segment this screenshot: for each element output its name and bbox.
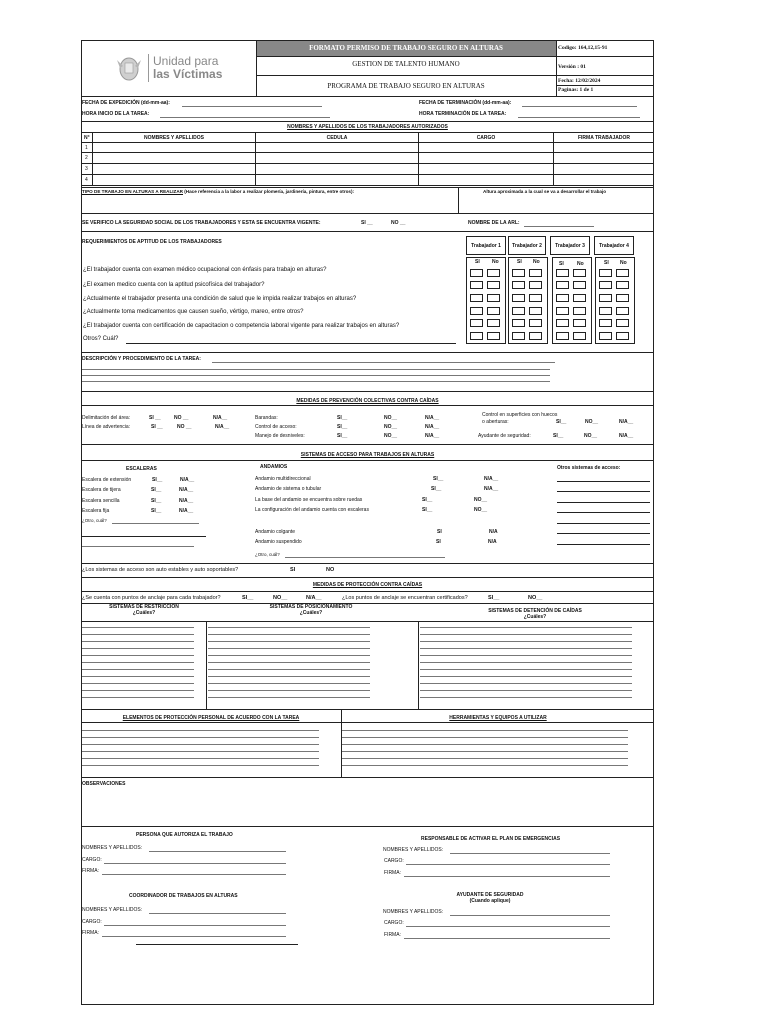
- no-label: No: [492, 259, 499, 265]
- col-header-firma: FIRMA TRABAJADOR: [577, 135, 631, 141]
- worker3-q3-si-checkbox[interactable]: [556, 294, 569, 302]
- worker3-q5-no-checkbox[interactable]: [573, 319, 586, 327]
- emergencias-cargo-field[interactable]: [406, 864, 610, 865]
- worker2-q3-si-checkbox[interactable]: [512, 294, 525, 302]
- autoriza-nombres-field[interactable]: [149, 851, 286, 852]
- andamio-colgante-si[interactable]: SI: [437, 529, 442, 535]
- worker3-q3-no-checkbox[interactable]: [573, 294, 586, 302]
- ayudante-label: Ayudante de seguridad:: [478, 433, 531, 439]
- restriccion-line[interactable]: [82, 690, 194, 691]
- worker3-q6-no-checkbox[interactable]: [573, 332, 586, 340]
- question-4: ¿Actualmente toma medicamentos que causen sueño, vértigo, mareo, entre otros?: [83, 309, 304, 315]
- andamio-tubular-na[interactable]: N/A__: [484, 486, 499, 492]
- coordinador-firma-field[interactable]: [102, 936, 286, 937]
- auto-estables-si[interactable]: SI: [290, 567, 296, 573]
- detencion-title: [470, 608, 600, 620]
- worker2-q5-no-checkbox[interactable]: [529, 319, 542, 327]
- epp-title: ELEMENTOS DE PROTECCIÓN PERSONAL DE ACUERDO CON LA TAREA: [122, 715, 300, 721]
- escalera-extra-line[interactable]: [82, 536, 206, 537]
- epp-line[interactable]: [82, 751, 319, 752]
- escalera-sencilla-si[interactable]: SI__: [151, 498, 162, 504]
- detencion-label: SISTEMAS DE DETENCIÓN DE CAÍDAS: [488, 608, 582, 614]
- document-date: Fecha: 12/02/2024: [558, 78, 601, 84]
- descripcion-line[interactable]: [82, 381, 550, 382]
- workers-section-title: NOMBRES Y APELLIDOS DE LOS TRABAJADORES AUTORIZADOS: [287, 124, 448, 130]
- document-code: Codigo: 164,12,15-91: [558, 45, 608, 51]
- coordinador-title: COORDINADOR DE TRABAJOS EN ALTURAS: [129, 893, 238, 899]
- worker2-q3-no-checkbox[interactable]: [529, 294, 542, 302]
- worker1-q4-si-checkbox[interactable]: [470, 307, 483, 315]
- detencion-line[interactable]: [420, 690, 632, 691]
- table-row: 1: [85, 145, 88, 151]
- descripcion-line[interactable]: [82, 375, 550, 376]
- restriccion-line[interactable]: [82, 662, 194, 663]
- logo: [113, 52, 243, 87]
- restriccion-line[interactable]: [82, 655, 194, 656]
- posicionamiento-line[interactable]: [208, 627, 370, 628]
- andamio-suspendido-si[interactable]: SI: [436, 539, 441, 545]
- andamio-otro-label: ¿Otro, cuál?: [255, 552, 280, 557]
- worker4-q1-si-checkbox[interactable]: [599, 269, 612, 277]
- desniveles-si[interactable]: SI__: [337, 433, 348, 439]
- hora-inicio-field[interactable]: [160, 117, 330, 118]
- worker2-q5-si-checkbox[interactable]: [512, 319, 525, 327]
- posicionamiento-line[interactable]: [208, 655, 370, 656]
- control-acceso-label: Control de acceso:: [255, 424, 297, 430]
- restriccion-line[interactable]: [82, 697, 194, 698]
- huecos-na[interactable]: N/A__: [619, 419, 634, 425]
- prevencion-title: MEDIDAS DE PREVENCIÓN COLECTIVAS CONTRA CAÍDAS: [296, 398, 439, 404]
- barandas-no[interactable]: NO__: [384, 415, 398, 421]
- escalera-extension-label: Escalera de extensión: [82, 477, 132, 483]
- andamio-escaleras-no[interactable]: NO__: [474, 507, 488, 513]
- control-acceso-na[interactable]: N/A__: [425, 424, 440, 430]
- otros-sistemas-title: Otros sistemas de acceso:: [557, 465, 621, 471]
- andamio-ruedas-label: La base del andamio se encuentra sobre ruedas: [255, 497, 363, 503]
- ayudante-cargo-label: CARGO:: [384, 920, 404, 926]
- worker2-q2-no-checkbox[interactable]: [529, 281, 542, 289]
- emergencias-firma-label: FIRMA:: [384, 870, 401, 876]
- posicionamiento-line[interactable]: [208, 683, 370, 684]
- huecos-label-1: Control en superficies con huecos: [482, 412, 558, 418]
- coat-of-arms-icon: [113, 52, 145, 84]
- worker2-header-box: [508, 236, 546, 255]
- seguridad-social-no[interactable]: NO __: [391, 220, 406, 226]
- tipo-trabajo-label: TIPO DE TRABAJO EN ALTURAS A REALIZAR (Hace referencia a la labor a realizar plomería, jardinería, pintura, entre otros):: [82, 189, 355, 194]
- seguridad-social-label: SE VERIFICO LA SEGURIDAD SOCIAL DE LOS TRABAJADORES Y ESTA SE ENCUENTRA VIGENTE:: [82, 220, 321, 226]
- aptitude-title: REQUERIMIENTOS DE APTITUD DE LOS TRABAJADORES: [82, 239, 222, 245]
- si-label: SI: [604, 260, 609, 266]
- detencion-line[interactable]: [420, 634, 632, 635]
- worker4-q6-si-checkbox[interactable]: [599, 332, 612, 340]
- coordinador-nombres-field[interactable]: [149, 913, 286, 914]
- posicionamiento-line[interactable]: [208, 690, 370, 691]
- herramientas-line[interactable]: [342, 758, 628, 759]
- escalera-extension-na[interactable]: N/A__: [180, 477, 195, 483]
- worker3-q1-no-checkbox[interactable]: [573, 269, 586, 277]
- detencion-line[interactable]: [420, 683, 632, 684]
- posicionamiento-cuales: ¿Cuáles?: [299, 610, 323, 616]
- arl-label: NOMBRE DE LA ARL:: [468, 220, 520, 226]
- escalera-extension-si[interactable]: SI__: [152, 477, 163, 483]
- worker2-label: Trabajador 2: [512, 243, 542, 249]
- worker2-q6-no-checkbox[interactable]: [529, 332, 542, 340]
- no-label: No: [620, 260, 627, 266]
- otros-sistemas-line[interactable]: [557, 491, 650, 492]
- barandas-label: Barandas:: [255, 415, 278, 421]
- desniveles-na[interactable]: N/A__: [425, 433, 440, 439]
- delimitacion-no[interactable]: NO __: [174, 415, 189, 421]
- document-pages: Paginas: 1 de 1: [558, 87, 594, 93]
- worker1-q1-no-checkbox[interactable]: [487, 269, 500, 277]
- herramientas-line[interactable]: [342, 765, 628, 766]
- andamio-tubular-label: Andamio de sistema o tubular: [255, 486, 322, 492]
- posicionamiento-line[interactable]: [208, 648, 370, 649]
- logo-line2: las Víctimas: [153, 67, 223, 81]
- posicionamiento-line[interactable]: [208, 641, 370, 642]
- question-5: ¿El trabajador cuenta con certificación de capacitacion o competencia laboral vigente para realizar trabajos en alturas?: [83, 323, 400, 329]
- linea-advertencia-si[interactable]: SI __: [151, 424, 163, 430]
- worker2-q1-si-checkbox[interactable]: [512, 269, 525, 277]
- si-label: SI: [475, 259, 480, 265]
- worker1-label: Trabajador 1: [471, 243, 501, 249]
- col-header-number: N°: [84, 135, 90, 141]
- hora-terminacion-label: HORA TERMINACIÓN DE LA TAREA:: [419, 111, 507, 117]
- form-title: FORMATO PERMISO DE TRABAJO SEGURO EN ALTURAS: [256, 41, 556, 56]
- worker1-q1-si-checkbox[interactable]: [470, 269, 483, 277]
- fecha-expedicion-label: FECHA DE EXPEDICIÓN (dd-mm-aa):: [82, 100, 170, 106]
- epp-line[interactable]: [82, 765, 319, 766]
- certificados-no[interactable]: NO__: [528, 595, 543, 601]
- detencion-line[interactable]: [420, 655, 632, 656]
- linea-advertencia-no[interactable]: NO __: [177, 424, 192, 430]
- question-2: ¿El examen medico cuenta con la aptitud psicofísica del trabajador?: [83, 282, 265, 288]
- detencion-cuales: ¿Cuáles?: [523, 614, 547, 620]
- posicionamiento-line[interactable]: [208, 697, 370, 698]
- table-row: 3: [85, 166, 88, 172]
- andamios-title: ANDAMIOS: [260, 464, 288, 470]
- otros-sistemas-line[interactable]: [557, 512, 650, 513]
- document-version: Versión : 01: [558, 64, 586, 70]
- detencion-line[interactable]: [420, 697, 632, 698]
- otros-sistemas-line[interactable]: [557, 523, 650, 524]
- worker3-label: Trabajador 3: [555, 243, 585, 249]
- worker1-q5-no-checkbox[interactable]: [487, 319, 500, 327]
- arl-field[interactable]: [524, 226, 594, 227]
- seguridad-social-si[interactable]: SI __: [361, 220, 373, 226]
- observaciones-label: OBSERVACIONES: [82, 781, 126, 787]
- ayudante-na[interactable]: N/A__: [619, 433, 634, 439]
- restriccion-label: SISTEMAS DE RESTRICCION: [109, 604, 179, 610]
- detencion-line[interactable]: [420, 627, 632, 628]
- question-3: ¿Actualmente el trabajador presenta una condición de salud que le impida realizar trabajos en alturas?: [83, 296, 357, 302]
- ayudante-note: (Cuando aplique): [469, 898, 511, 904]
- worker4-q3-si-checkbox[interactable]: [599, 294, 612, 302]
- restriccion-line[interactable]: [82, 648, 194, 649]
- worker1-q2-no-checkbox[interactable]: [487, 281, 500, 289]
- worker4-q6-no-checkbox[interactable]: [616, 332, 629, 340]
- coordinador-firma-label: FIRMA:: [82, 930, 99, 936]
- posicionamiento-title: [236, 604, 386, 616]
- restriccion-line[interactable]: [82, 683, 194, 684]
- emergencias-title: RESPONSABLE DE ACTIVAR EL PLAN DE EMERGENCIAS: [421, 836, 561, 842]
- descripcion-label: DESCRIPCIÓN Y PROCEDIMIENTO DE LA TAREA:: [82, 356, 201, 362]
- worker4-q2-si-checkbox[interactable]: [599, 281, 612, 289]
- andamio-suspendido-label: Andamio suspendido: [255, 539, 302, 545]
- andamio-suspendido-na[interactable]: N/A: [488, 539, 497, 545]
- barandas-na[interactable]: N/A__: [425, 415, 440, 421]
- herramientas-title: HERRAMIENTAS Y EQUIPOS A UTILIZAR: [449, 715, 547, 721]
- delimitacion-si[interactable]: SI __: [149, 415, 161, 421]
- certificados-label: ¿Los puntos de anclaje se encuentran certificados?: [342, 595, 468, 601]
- andamio-otro-field[interactable]: [285, 557, 445, 558]
- epp-line[interactable]: [82, 730, 319, 731]
- otros-sistemas-line[interactable]: [557, 481, 650, 482]
- anclaje-label: ¿Se cuenta con puntos de anclaje para cada trabajador?: [82, 595, 221, 601]
- worker1-header-box: [466, 236, 506, 255]
- hora-inicio-label: HORA INICIO DE LA TAREA:: [82, 111, 150, 117]
- detencion-line[interactable]: [420, 641, 632, 642]
- worker3-q2-si-checkbox[interactable]: [556, 281, 569, 289]
- col-header-names: NOMBRES Y APELLIDOS: [144, 135, 204, 141]
- descripcion-field[interactable]: [212, 362, 555, 363]
- coordinador-nombres-label: NOMBRES Y APELLIDOS:: [82, 907, 143, 913]
- worker2-q6-si-checkbox[interactable]: [512, 332, 525, 340]
- restriccion-line[interactable]: [82, 676, 194, 677]
- escalera-fija-label: Escalera fija: [82, 508, 110, 514]
- col-header-cedula: CEDULA: [326, 135, 348, 141]
- coordinador-cargo-label: CARGO:: [82, 919, 102, 925]
- herramientas-line[interactable]: [342, 744, 628, 745]
- control-acceso-si[interactable]: SI__: [337, 424, 348, 430]
- si-label: SI: [559, 261, 564, 267]
- ayudante-cargo-field[interactable]: [406, 926, 610, 927]
- area-name: GESTION DE TALENTO HUMANO: [352, 60, 460, 68]
- epp-line[interactable]: [82, 758, 319, 759]
- program-name: PROGRAMA DE TRABAJO SEGURO EN ALTURAS: [327, 82, 485, 90]
- worker3-q5-si-checkbox[interactable]: [556, 319, 569, 327]
- ayudante-firma-label: FIRMA:: [384, 932, 401, 938]
- detencion-line[interactable]: [420, 662, 632, 663]
- worker3-q2-no-checkbox[interactable]: [573, 281, 586, 289]
- autoriza-cargo-label: CARGO:: [82, 857, 102, 863]
- epp-line[interactable]: [82, 744, 319, 745]
- question-1: ¿El trabajador cuenta con examen médico ocupacional con énfasis para trabajo en alturas?: [83, 267, 327, 273]
- worker3-q4-si-checkbox[interactable]: [556, 307, 569, 315]
- escalera-extra-line[interactable]: [82, 546, 194, 547]
- ayudante-title-block: [440, 892, 540, 904]
- control-acceso-no[interactable]: NO__: [384, 424, 398, 430]
- ayudante-firma-field[interactable]: [404, 938, 610, 939]
- worker4-q4-si-checkbox[interactable]: [599, 307, 612, 315]
- andamio-multidireccional-si[interactable]: SI__: [433, 476, 444, 482]
- proteccion-title: MEDIDAS DE PROTECCIÓN CONTRA CAÍDAS: [312, 582, 423, 588]
- ayudante-nombres-label: NOMBRES Y APELLIDOS:: [383, 909, 444, 915]
- autoriza-nombres-label: NOMBRES Y APELLIDOS:: [82, 845, 143, 851]
- autoriza-cargo-field[interactable]: [104, 863, 286, 864]
- huecos-no[interactable]: NO__: [585, 419, 599, 425]
- worker2-q4-no-checkbox[interactable]: [529, 307, 542, 315]
- posicionamiento-line[interactable]: [208, 669, 370, 670]
- auto-estables-no[interactable]: NO: [326, 567, 335, 573]
- andamio-ruedas-no[interactable]: NO__: [474, 497, 488, 503]
- escalera-otro-label: ¿Otro, cuál?: [82, 518, 107, 523]
- certificados-si[interactable]: SI__: [488, 595, 500, 601]
- herramientas-line[interactable]: [342, 751, 628, 752]
- escalera-tijera-na[interactable]: N/A__: [179, 487, 194, 493]
- otros-label: Otros? Cuál?: [83, 336, 119, 342]
- autoriza-firma-label: FIRMA:: [82, 868, 99, 874]
- otros-sistemas-line[interactable]: [557, 502, 650, 503]
- delimitacion-na[interactable]: N/A__: [213, 415, 228, 421]
- worker1-q3-no-checkbox[interactable]: [487, 294, 500, 302]
- worker4-q4-no-checkbox[interactable]: [616, 307, 629, 315]
- restriccion-line[interactable]: [82, 634, 194, 635]
- auto-estables-label: ¿Los sistemas de acceso son auto estables y auto soportables?: [82, 567, 239, 573]
- otros-field[interactable]: [126, 343, 456, 344]
- emergencias-nombres-field[interactable]: [450, 853, 610, 854]
- delimitacion-label: Delimitación del área:: [82, 415, 131, 421]
- andamio-tubular-si[interactable]: SI__: [431, 486, 442, 492]
- worker4-q1-no-checkbox[interactable]: [616, 269, 629, 277]
- andamio-multidireccional-label: Andamio multidireccional: [255, 476, 311, 482]
- ayudante-title: AYUDANTE DE SEGURIDAD: [456, 892, 524, 898]
- desniveles-no[interactable]: NO__: [384, 433, 398, 439]
- escalera-fija-na[interactable]: N/A__: [179, 508, 194, 514]
- worker3-q4-no-checkbox[interactable]: [573, 307, 586, 315]
- worker1-q4-no-checkbox[interactable]: [487, 307, 500, 315]
- hora-terminacion-field[interactable]: [518, 117, 640, 118]
- detencion-line[interactable]: [420, 676, 632, 677]
- anclaje-na[interactable]: N/A__: [306, 595, 322, 601]
- andamio-escaleras-si[interactable]: SI__: [422, 507, 433, 513]
- emergencias-firma-field[interactable]: [404, 876, 610, 877]
- restriccion-line[interactable]: [82, 669, 194, 670]
- escaleras-title: ESCALERAS: [126, 466, 157, 472]
- autoriza-title: PERSONA QUE AUTORIZA EL TRABAJO: [136, 832, 233, 838]
- restriccion-line[interactable]: [82, 641, 194, 642]
- detencion-line[interactable]: [420, 669, 632, 670]
- worker4-q5-si-checkbox[interactable]: [599, 319, 612, 327]
- detencion-line[interactable]: [420, 648, 632, 649]
- linea-advertencia-label: Línea de advertencia:: [82, 424, 131, 430]
- fecha-terminacion-label: FECHA DE TERMINACIÓN (dd-mm-aa):: [419, 100, 512, 106]
- fecha-terminacion-field[interactable]: [522, 106, 637, 107]
- epp-line[interactable]: [82, 737, 319, 738]
- worker3-header-box: [550, 236, 590, 255]
- restriccion-cuales: ¿Cuáles?: [132, 610, 156, 616]
- escalera-sencilla-na[interactable]: N/A__: [179, 498, 194, 504]
- andamio-colgante-label: Andamio colgante: [255, 529, 296, 535]
- posicionamiento-label: SISTEMAS DE POSICIONAMIENTO: [269, 604, 353, 610]
- si-label: SI: [517, 259, 522, 265]
- herramientas-line[interactable]: [342, 737, 628, 738]
- emergencias-cargo-label: CARGO:: [384, 858, 404, 864]
- escalera-otro-field[interactable]: [112, 523, 199, 524]
- andamio-colgante-na[interactable]: N/A: [489, 529, 498, 535]
- table-row: 2: [85, 155, 88, 161]
- otros-sistemas-line[interactable]: [557, 544, 650, 545]
- worker4-q5-no-checkbox[interactable]: [616, 319, 629, 327]
- restriccion-title: [82, 604, 206, 616]
- acceso-title: SISTEMAS DE ACCESO PARA TRABAJOS EN ALTURAS: [300, 452, 435, 458]
- barandas-si[interactable]: SI__: [337, 415, 348, 421]
- escalera-tijera-label: Escalera de tijera: [82, 487, 121, 493]
- restriccion-line[interactable]: [82, 627, 194, 628]
- ayudante-si[interactable]: SI__: [553, 433, 564, 439]
- worker1-q6-si-checkbox[interactable]: [470, 332, 483, 340]
- no-label: No: [533, 259, 540, 265]
- posicionamiento-line[interactable]: [208, 662, 370, 663]
- huecos-label-2: o aberturas:: [482, 419, 509, 425]
- coordinador-signature-line[interactable]: [136, 944, 298, 945]
- herramientas-line[interactable]: [342, 730, 628, 731]
- table-row: 4: [85, 177, 88, 183]
- worker1-q6-no-checkbox[interactable]: [487, 332, 500, 340]
- anclaje-no[interactable]: NO__: [273, 595, 288, 601]
- worker4-q2-no-checkbox[interactable]: [616, 281, 629, 289]
- worker4-label: Trabajador 4: [599, 243, 629, 249]
- worker1-q2-si-checkbox[interactable]: [470, 281, 483, 289]
- linea-advertencia-na[interactable]: N/A__: [215, 424, 230, 430]
- col-header-cargo: CARGO: [476, 135, 496, 141]
- autoriza-firma-field[interactable]: [102, 874, 286, 875]
- andamio-multidireccional-na[interactable]: N/A__: [484, 476, 499, 482]
- worker3-q1-si-checkbox[interactable]: [556, 269, 569, 277]
- ayudante-no[interactable]: NO__: [584, 433, 598, 439]
- worker1-q3-si-checkbox[interactable]: [470, 294, 483, 302]
- otros-sistemas-line[interactable]: [557, 533, 650, 534]
- ayudante-nombres-field[interactable]: [450, 915, 610, 916]
- coordinador-cargo-field[interactable]: [104, 925, 286, 926]
- posicionamiento-line[interactable]: [208, 676, 370, 677]
- andamio-escaleras-label: La configuración del andamio cuenta con escaleras: [255, 507, 369, 513]
- huecos-si[interactable]: SI__: [556, 419, 567, 425]
- descripcion-line[interactable]: [82, 369, 550, 370]
- posicionamiento-line[interactable]: [208, 634, 370, 635]
- no-label: No: [577, 261, 584, 267]
- desniveles-label: Manejo de desniveles:: [255, 433, 305, 439]
- worker4-header-box: [594, 236, 634, 255]
- andamio-ruedas-si[interactable]: SI__: [422, 497, 433, 503]
- emergencias-nombres-label: NOMBRES Y APELLIDOS:: [383, 847, 444, 853]
- escalera-fija-si[interactable]: SI__: [151, 508, 162, 514]
- logo-line1: Unidad para: [153, 54, 219, 68]
- escalera-sencilla-label: Escalera sencilla: [82, 498, 120, 504]
- anclaje-si[interactable]: SI__: [242, 595, 254, 601]
- worker2-q4-si-checkbox[interactable]: [512, 307, 525, 315]
- fecha-expedicion-field[interactable]: [182, 106, 322, 107]
- worker2-q1-no-checkbox[interactable]: [529, 269, 542, 277]
- worker1-q5-si-checkbox[interactable]: [470, 319, 483, 327]
- worker2-q2-si-checkbox[interactable]: [512, 281, 525, 289]
- worker3-q6-si-checkbox[interactable]: [556, 332, 569, 340]
- worker4-q3-no-checkbox[interactable]: [616, 294, 629, 302]
- escalera-tijera-si[interactable]: SI__: [151, 487, 162, 493]
- altura-label: Altura aproximada a la cual se va a desarrollar el trabajo: [483, 189, 607, 194]
